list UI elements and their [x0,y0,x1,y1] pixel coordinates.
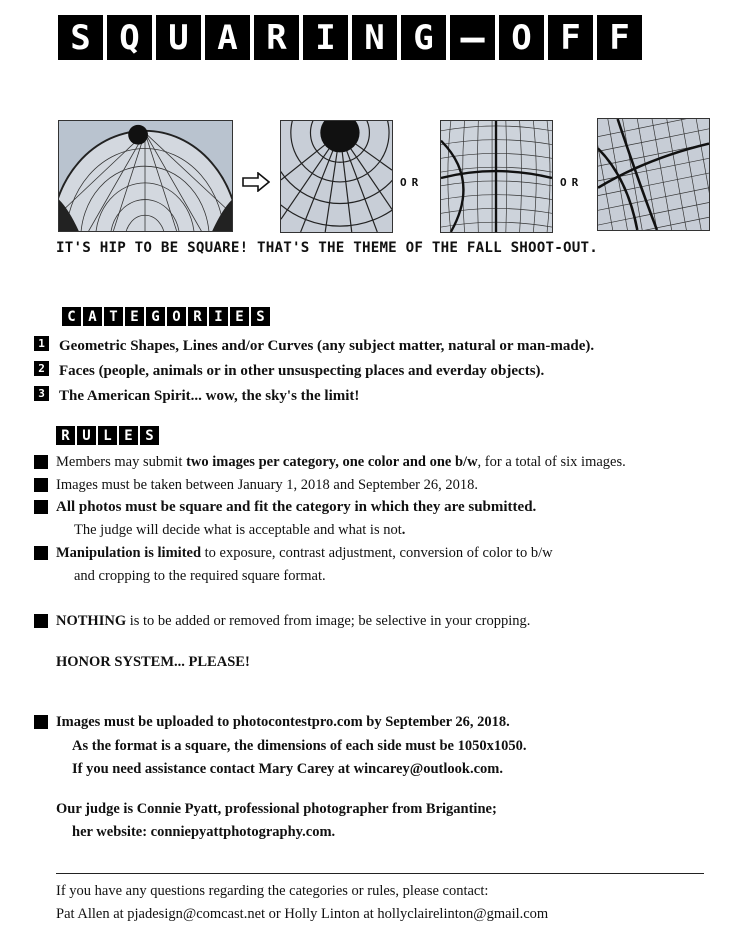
title-letter: G [401,15,446,60]
upload-detail: As the format is a square, the dimensions of each side must be 1050x1050. [72,738,527,754]
title-letter: U [156,15,201,60]
bullet-square [34,546,48,560]
header-letter: E [119,426,138,445]
rule-text-bold: two images per category, one color and one b/w [186,454,478,470]
category-item [34,363,544,380]
or-label: OR [560,176,584,189]
header-letter: R [188,307,207,326]
header-letter: U [77,426,96,445]
title-banner [58,15,642,60]
number-badge: 3 [34,386,49,401]
rule-text-bold: . [401,522,406,538]
rule-text: Images must be uploaded to photocontestpro.com by September 26, 2018. [56,714,510,730]
header-letter: A [83,307,102,326]
rules-header [56,426,159,445]
rule-text [56,545,553,562]
footer-questions: If you have any questions regarding the categories or rules, please contact: [56,883,489,899]
rule-text-bold: Manipulation is limited [56,545,202,561]
number-badge: 1 [34,336,49,351]
rule-item [34,714,510,731]
dome-photo-crop-1 [280,120,393,233]
rule-text [56,454,626,471]
rule-text-part: is to be added or removed from image; be selective in your cropping. [126,613,531,629]
header-letter: E [230,307,249,326]
category-item [34,338,594,355]
header-letter: I [209,307,228,326]
judge-info: Our judge is Connie Pyatt, professional photographer from Brigantine; [56,801,497,817]
title-letter: A [205,15,250,60]
dome-photo-crop-2 [440,120,553,233]
dome-photo-full [58,120,233,232]
rule-item [34,545,553,562]
category-text: Geometric Shapes, Lines and/or Curves (any subject matter, natural or man-made). [59,338,595,354]
title-letter: R [254,15,299,60]
header-letter: L [98,426,117,445]
bullet-square [34,614,48,628]
right-arrow-icon [242,172,270,192]
number-badge: 2 [34,361,49,376]
header-letter: E [125,307,144,326]
header-letter: S [251,307,270,326]
title-letter: Q [107,15,152,60]
rule-text-part: Members may submit [56,454,187,470]
rule-item [34,454,626,471]
dome-photo-crop-3 [597,118,710,231]
bullet-square [34,478,48,492]
rule-continuation [74,522,405,539]
judge-website: her website: conniepyattphotography.com. [72,824,336,840]
rule-text-part: to exposure, contrast adjustment, conversion of color to b/w [201,545,553,561]
rule-text-bold: NOTHING [56,613,127,629]
rule-item [34,499,536,516]
header-letter: S [140,426,159,445]
header-letter: C [62,307,81,326]
upload-contact: If you need assistance contact Mary Carey at wincarey@outlook.com. [72,761,503,777]
rule-text [56,613,530,630]
category-item [34,388,359,405]
category-text: The American Spirit... wow, the sky's the limit! [59,388,360,404]
rule-item [34,613,530,630]
title-letter: — [450,15,495,60]
rule-text: Images must be taken between January 1, 2018 and September 26, 2018. [56,477,479,493]
title-letter: I [303,15,348,60]
tagline: IT'S HIP TO BE SQUARE! THAT'S THE THEME OF THE FALL SHOOT-OUT. [56,240,598,256]
title-letter: F [597,15,642,60]
bullet-square [34,455,48,469]
header-letter: O [167,307,186,326]
rule-text-part: The judge will decide what is acceptable and what is not [74,522,402,538]
title-letter: O [499,15,544,60]
bullet-square [34,715,48,729]
honor-system-note: HONOR SYSTEM... PLEASE! [56,654,250,670]
rule-text-part: , for a total of six images. [477,454,626,470]
rule-item [34,477,478,494]
title-letter: S [58,15,103,60]
bullet-square [34,500,48,514]
footer-contacts: Pat Allen at pjadesign@comcast.net or Holly Linton at hollyclairelinton@gmail.com [56,906,549,922]
header-letter: R [56,426,75,445]
title-letter: N [352,15,397,60]
header-letter: T [104,307,123,326]
title-letter: F [548,15,593,60]
category-text: Faces (people, animals or in other unsuspecting places and everday objects). [59,363,545,379]
header-letter: G [146,307,165,326]
or-label: OR [400,176,424,189]
rule-continuation: and cropping to the required square format. [74,568,326,584]
categories-header [62,307,270,326]
footer-divider [56,873,704,874]
rule-text-bold: All photos must be square and fit the category in which they are submitted. [56,499,537,515]
